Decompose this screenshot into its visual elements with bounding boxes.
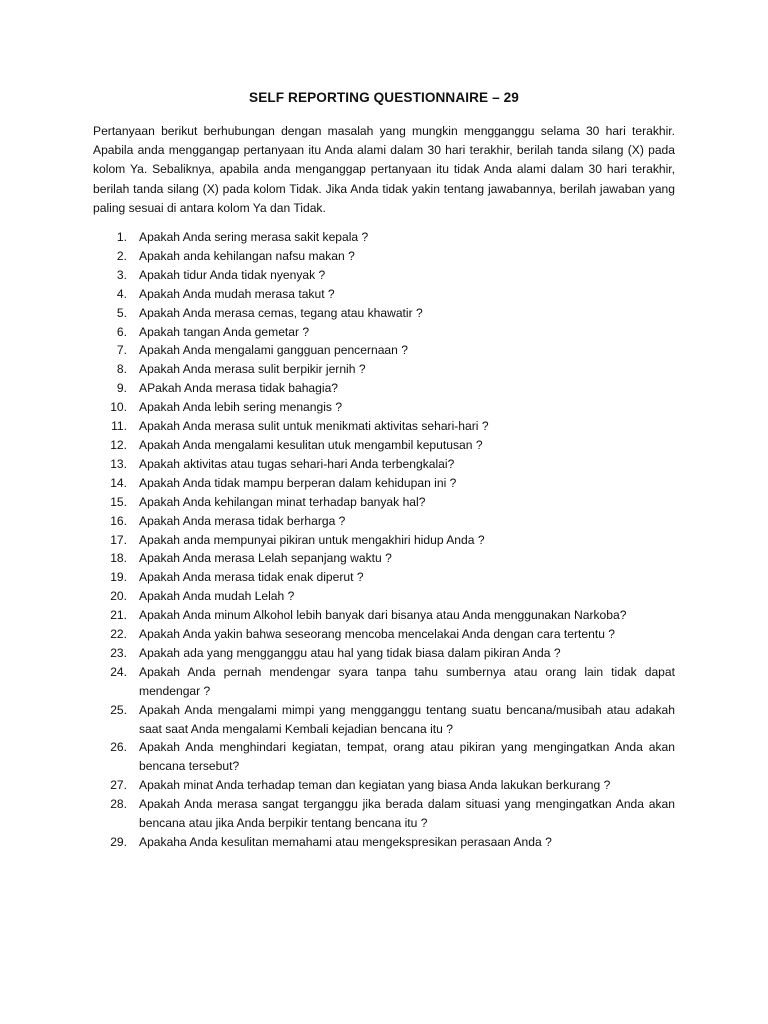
question-text: Apakah Anda minum Alkohol lebih banyak dari bisanya atau Anda menggunakan Narkoba?: [139, 608, 627, 623]
question-item: [93, 360, 675, 379]
question-number: 15.: [110, 494, 127, 509]
question-number: 9.: [116, 381, 127, 396]
question-number: 17.: [110, 532, 127, 547]
question-number: 13.: [110, 456, 127, 471]
question-item: [93, 625, 675, 644]
question-number: 28.: [110, 797, 127, 812]
question-number: 21.: [110, 608, 127, 623]
question-text: Apakah aktivitas atau tugas sehari-hari Anda terbengkalai?: [139, 456, 455, 471]
question-text: Apakah Anda mengalami gangguan pencernaan ?: [139, 343, 408, 358]
question-item: [93, 436, 675, 455]
question-number: 29.: [110, 835, 127, 849]
question-number: 20.: [110, 589, 127, 604]
question-number: 2.: [116, 248, 127, 263]
question-number: 16.: [110, 513, 127, 528]
question-item: [93, 379, 675, 398]
question-number: 26.: [110, 740, 127, 755]
question-text: Apakah ada yang mengganggu atau hal yang tidak biasa dalam pikiran Anda ?: [139, 645, 561, 660]
question-item: [93, 266, 675, 285]
question-number: 23.: [110, 645, 127, 660]
question-item: [93, 228, 675, 247]
question-number: 4.: [116, 286, 127, 301]
question-number: 27.: [110, 778, 127, 793]
question-text: Apakah Anda kehilangan minat terhadap banyak hal?: [139, 494, 426, 509]
question-number: 5.: [116, 305, 127, 320]
question-text: Apakah Anda tidak mampu berperan dalam kehidupan ini ?: [139, 475, 457, 490]
question-number: 7.: [116, 343, 127, 358]
question-text: Apakaha Anda kesulitan memahami atau mengekspresikan perasaan Anda ?: [139, 835, 552, 849]
question-text: Apakah Anda mudah Lelah ?: [139, 589, 295, 604]
question-text: Apakah anda kehilangan nafsu makan ?: [139, 248, 355, 263]
question-number: 8.: [116, 362, 127, 377]
question-item: [93, 663, 675, 701]
question-number: 1.: [116, 230, 127, 244]
question-number: 12.: [110, 437, 127, 452]
question-text: Apakah Anda sering merasa sakit kepala ?: [139, 230, 369, 244]
question-text: Apakah Anda merasa sangat terganggu jika berada dalam situasi yang mengingatkan Anda akan bencana atau jika Anda berpikir tentang bencana itu ?: [139, 797, 675, 831]
question-list: [93, 228, 675, 852]
question-item: [93, 341, 675, 360]
question-item: [93, 776, 675, 795]
question-text: Apakah anda mempunyai pikiran untuk mengakhiri hidup Anda ?: [139, 532, 485, 547]
question-text: Apakah Anda merasa tidak enak diperut ?: [139, 570, 364, 585]
question-item: [93, 568, 675, 587]
question-text: Apakah Anda mengalami kesulitan utuk mengambil keputusan ?: [139, 437, 483, 452]
question-item: [93, 323, 675, 342]
question-number: 18.: [110, 551, 127, 566]
question-text: Apakah minat Anda terhadap teman dan kegiatan yang biasa Anda lakukan berkurang ?: [139, 778, 611, 793]
intro-paragraph: Pertanyaan berikut berhubungan dengan masalah yang mungkin mengganggu selama 30 hari terakhir. Apabila anda menggangap pertanyaan itu Anda alami dalam 30 hari terakhir, berilah tanda silang (X) pada kolom Ya. Sebaliknya, apabila anda menganggap pertanyaan itu tidak Anda alami dalam 30 hari terakhir, berilah tanda silang (X) pada kolom Tidak. Jika Anda tidak yakin tentang jawabannya, berilah jawaban yang paling sesuai di antara kolom Ya dan Tidak.: [93, 124, 675, 215]
question-text: Apakah Anda merasa cemas, tegang atau khawatir ?: [139, 305, 423, 320]
question-text: Apakah Anda mengalami mimpi yang mengganggu tentang suatu bencana/musibah atau adakah saat saat Anda mengalami Kembali kejadian bencana itu ?: [139, 702, 675, 736]
question-item: [93, 474, 675, 493]
question-number: 22.: [110, 627, 127, 642]
question-text: Apakah tangan Anda gemetar ?: [139, 324, 310, 339]
question-item: [93, 285, 675, 304]
question-number: 10.: [110, 400, 127, 415]
question-item: [93, 549, 675, 568]
document-title: SELF REPORTING QUESTIONNAIRE – 29: [249, 90, 519, 105]
question-text: Apakah tidur Anda tidak nyenyak ?: [139, 267, 326, 282]
question-text: Apakah Anda lebih sering menangis ?: [139, 400, 343, 415]
question-item: [93, 606, 675, 625]
question-item: [93, 304, 675, 323]
question-number: 24.: [110, 664, 127, 679]
question-item: [93, 738, 675, 776]
question-item: [93, 247, 675, 266]
question-text: Apakah Anda yakin bahwa seseorang mencoba mencelakai Anda dengan cara tertentu ?: [139, 627, 616, 642]
question-number: 19.: [110, 570, 127, 585]
question-number: 6.: [116, 324, 127, 339]
question-item: [93, 644, 675, 663]
question-number: 14.: [110, 475, 127, 490]
question-item: [93, 398, 675, 417]
question-item: [93, 493, 675, 512]
question-number: 3.: [116, 267, 127, 282]
question-item: [93, 531, 675, 550]
question-item: [93, 455, 675, 474]
question-text: Apakah Anda merasa Lelah sepanjang waktu ?: [139, 551, 392, 566]
question-number: 25.: [110, 702, 127, 717]
question-item: [93, 587, 675, 606]
question-item: [93, 512, 675, 531]
question-text: APakah Anda merasa tidak bahagia?: [139, 381, 339, 396]
question-text: Apakah Anda merasa sulit berpikir jernih ?: [139, 362, 366, 377]
question-item: [93, 701, 675, 739]
question-text: Apakah Anda merasa tidak berharga ?: [139, 513, 346, 528]
question-text: Apakah Anda pernah mendengar syara tanpa tahu sumbernya atau orang lain tidak dapat mendengar ?: [139, 664, 675, 698]
question-number: 11.: [111, 419, 127, 434]
question-text: Apakah Anda merasa sulit untuk menikmati aktivitas sehari-hari ?: [139, 419, 489, 434]
question-text: Apakah Anda mudah merasa takut ?: [139, 286, 335, 301]
question-item: [93, 795, 675, 833]
question-item: [93, 417, 675, 436]
question-item: [93, 833, 675, 852]
question-text: Apakah Anda menghindari kegiatan, tempat, orang atau pikiran yang mengingatkan Anda akan bencana tersebut?: [139, 740, 675, 774]
